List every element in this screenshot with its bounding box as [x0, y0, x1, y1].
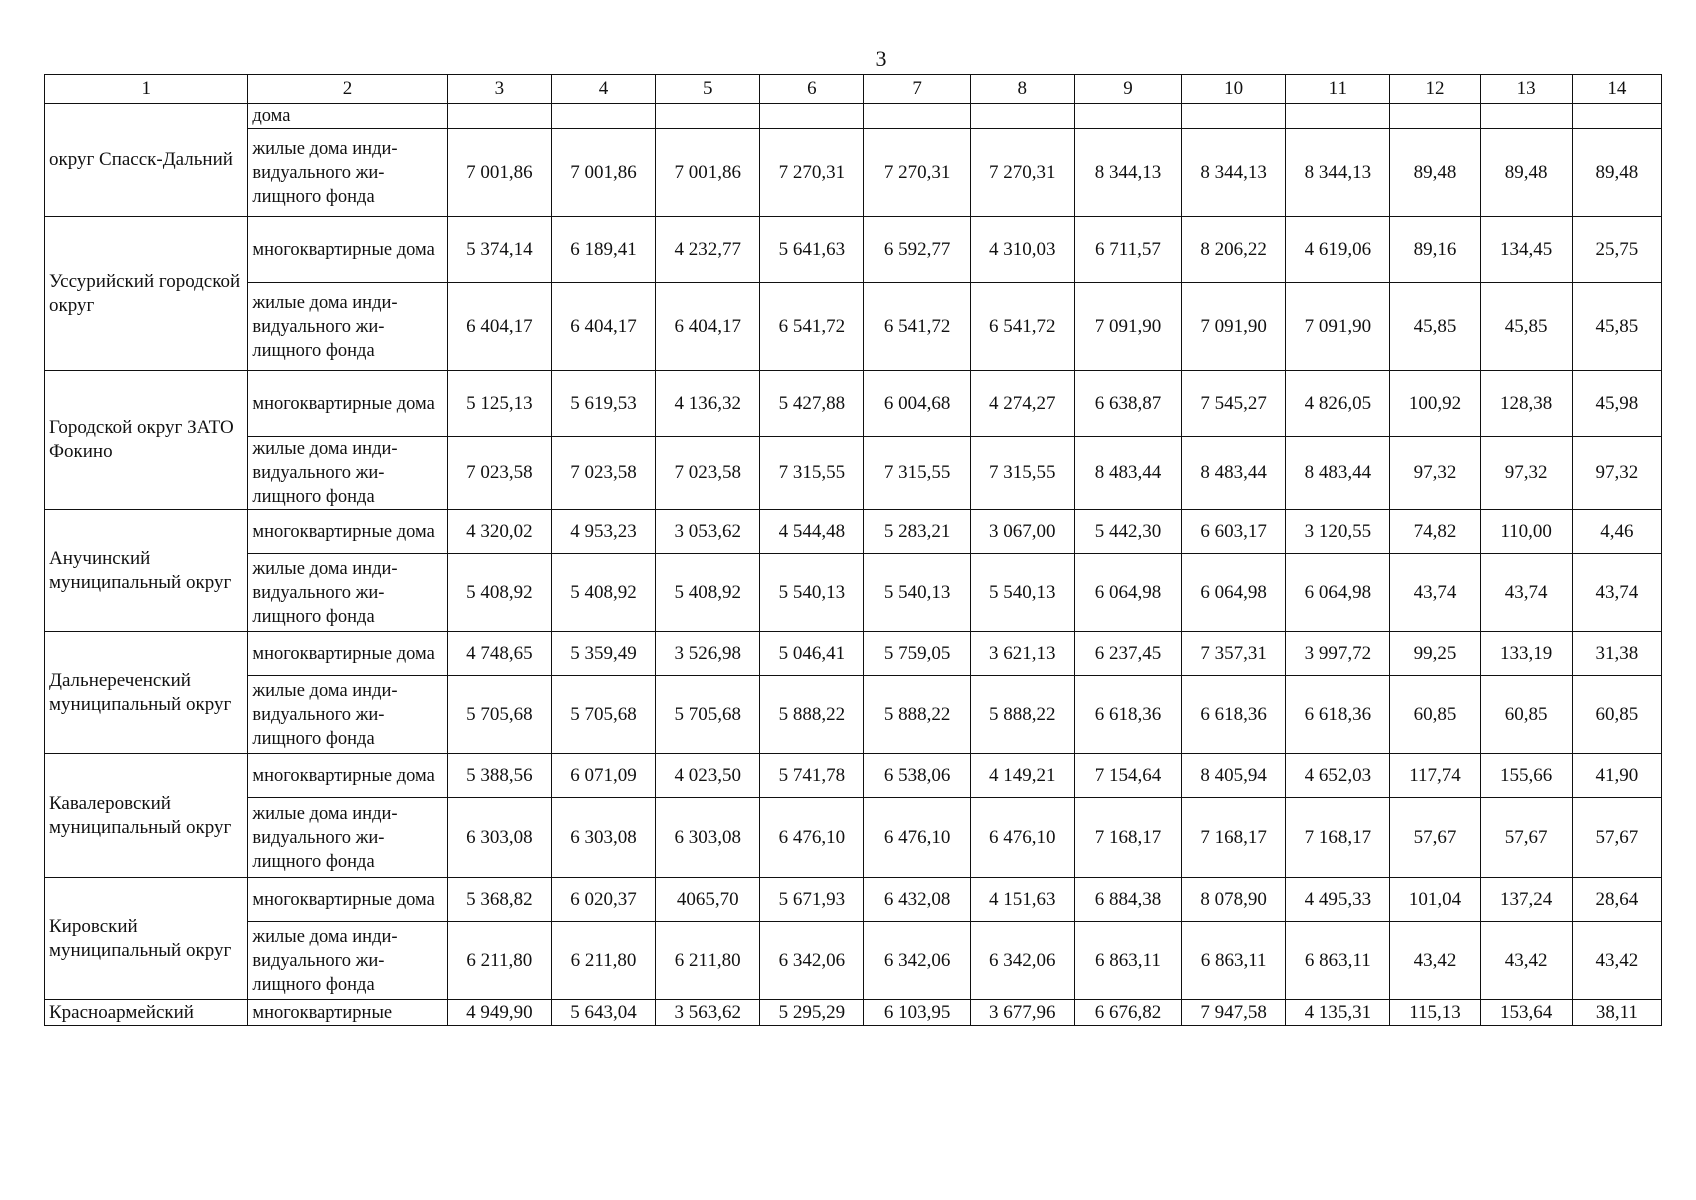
value-cell: 133,19 — [1480, 632, 1572, 676]
value-cell: 41,90 — [1572, 754, 1661, 798]
value-cell: 7 001,86 — [447, 129, 551, 217]
housing-type-cell: жилые дома инди-видуального жи-лищного фонда — [248, 676, 447, 754]
value-cell: 7 023,58 — [551, 437, 655, 510]
value-cell — [1182, 104, 1286, 129]
value-cell: 137,24 — [1480, 878, 1572, 922]
housing-type-cell: жилые дома инди-видуального жи-лищного фонда — [248, 283, 447, 371]
value-cell: 57,67 — [1480, 798, 1572, 878]
value-cell: 57,67 — [1572, 798, 1661, 878]
value-cell: 5 540,13 — [970, 554, 1074, 632]
value-cell: 100,92 — [1390, 371, 1480, 437]
value-cell: 6 476,10 — [760, 798, 864, 878]
value-cell: 7 357,31 — [1182, 632, 1286, 676]
value-cell: 7 270,31 — [864, 129, 970, 217]
value-cell: 5 442,30 — [1074, 510, 1181, 554]
value-cell: 3 563,62 — [656, 1000, 760, 1026]
table-row — [45, 510, 1662, 554]
value-cell: 5 540,13 — [760, 554, 864, 632]
value-cell: 60,85 — [1572, 676, 1661, 754]
value-cell — [447, 104, 551, 129]
column-header: 12 — [1390, 75, 1480, 104]
value-cell: 5 888,22 — [760, 676, 864, 754]
table-row — [45, 922, 1662, 1000]
table-row — [45, 437, 1662, 510]
value-cell: 31,38 — [1572, 632, 1661, 676]
value-cell: 110,00 — [1480, 510, 1572, 554]
page-number: 3 — [875, 46, 887, 71]
value-cell: 6 020,37 — [551, 878, 655, 922]
value-cell: 6 541,72 — [864, 283, 970, 371]
value-cell: 57,67 — [1390, 798, 1480, 878]
column-header: 1 — [45, 75, 248, 104]
value-cell: 7 091,90 — [1074, 283, 1181, 371]
value-cell: 153,64 — [1480, 1000, 1572, 1026]
tariff-table — [44, 74, 1662, 1026]
value-cell: 99,25 — [1390, 632, 1480, 676]
value-cell: 7 545,27 — [1182, 371, 1286, 437]
value-cell — [1286, 104, 1390, 129]
value-cell: 6 303,08 — [551, 798, 655, 878]
value-cell: 6 863,11 — [1182, 922, 1286, 1000]
table-row — [45, 554, 1662, 632]
value-cell: 28,64 — [1572, 878, 1661, 922]
value-cell: 8 206,22 — [1182, 217, 1286, 283]
value-cell: 43,42 — [1572, 922, 1661, 1000]
column-header: 6 — [760, 75, 864, 104]
value-cell: 6 432,08 — [864, 878, 970, 922]
value-cell: 6 211,80 — [551, 922, 655, 1000]
value-cell: 5 540,13 — [864, 554, 970, 632]
column-header: 8 — [970, 75, 1074, 104]
value-cell: 128,38 — [1480, 371, 1572, 437]
value-cell: 5 408,92 — [656, 554, 760, 632]
housing-type-cell: многоквартирные дома — [248, 878, 447, 922]
value-cell: 5 705,68 — [447, 676, 551, 754]
district-cell: округ Спасск-Дальний — [45, 104, 248, 217]
value-cell: 6 711,57 — [1074, 217, 1181, 283]
value-cell: 60,85 — [1390, 676, 1480, 754]
value-cell: 45,85 — [1390, 283, 1480, 371]
value-cell: 5 359,49 — [551, 632, 655, 676]
value-cell: 38,11 — [1572, 1000, 1661, 1026]
value-cell: 5 283,21 — [864, 510, 970, 554]
value-cell: 6 863,11 — [1286, 922, 1390, 1000]
value-cell: 134,45 — [1480, 217, 1572, 283]
column-header: 3 — [447, 75, 551, 104]
value-cell: 6 064,98 — [1182, 554, 1286, 632]
column-header: 5 — [656, 75, 760, 104]
value-cell: 155,66 — [1480, 754, 1572, 798]
value-cell: 6 303,08 — [656, 798, 760, 878]
table-row — [45, 129, 1662, 217]
value-cell: 43,74 — [1480, 554, 1572, 632]
value-cell: 4 135,31 — [1286, 1000, 1390, 1026]
column-header: 14 — [1572, 75, 1661, 104]
value-cell: 6 303,08 — [447, 798, 551, 878]
value-cell: 89,16 — [1390, 217, 1480, 283]
value-cell: 5 888,22 — [970, 676, 1074, 754]
value-cell: 5 759,05 — [864, 632, 970, 676]
value-cell: 4 826,05 — [1286, 371, 1390, 437]
value-cell — [1074, 104, 1181, 129]
value-cell: 5 374,14 — [447, 217, 551, 283]
value-cell: 43,74 — [1390, 554, 1480, 632]
table-row — [45, 676, 1662, 754]
value-cell: 6 342,06 — [760, 922, 864, 1000]
value-cell: 89,48 — [1572, 129, 1661, 217]
value-cell: 4 748,65 — [447, 632, 551, 676]
district-cell: Кировский муниципальный округ — [45, 878, 248, 1000]
value-cell: 6 592,77 — [864, 217, 970, 283]
value-cell: 5 408,92 — [551, 554, 655, 632]
value-cell: 7 023,58 — [447, 437, 551, 510]
value-cell: 97,32 — [1390, 437, 1480, 510]
column-header: 4 — [551, 75, 655, 104]
housing-type-cell: жилые дома инди-видуального жи-лищного фонда — [248, 129, 447, 217]
value-cell: 97,32 — [1480, 437, 1572, 510]
value-cell: 25,75 — [1572, 217, 1661, 283]
value-cell: 4 544,48 — [760, 510, 864, 554]
value-cell: 7 001,86 — [551, 129, 655, 217]
table-row — [45, 283, 1662, 371]
value-cell: 4 274,27 — [970, 371, 1074, 437]
value-cell: 8 405,94 — [1182, 754, 1286, 798]
value-cell: 6 538,06 — [864, 754, 970, 798]
value-cell: 4 320,02 — [447, 510, 551, 554]
value-cell: 6 004,68 — [864, 371, 970, 437]
value-cell: 6 476,10 — [864, 798, 970, 878]
value-cell — [1480, 104, 1572, 129]
value-cell: 3 120,55 — [1286, 510, 1390, 554]
value-cell: 4 949,90 — [447, 1000, 551, 1026]
value-cell: 8 078,90 — [1182, 878, 1286, 922]
value-cell: 7 270,31 — [760, 129, 864, 217]
value-cell: 8 483,44 — [1286, 437, 1390, 510]
value-cell: 101,04 — [1390, 878, 1480, 922]
value-cell: 6 863,11 — [1074, 922, 1181, 1000]
value-cell: 7 091,90 — [1182, 283, 1286, 371]
value-cell: 6 618,36 — [1074, 676, 1181, 754]
value-cell: 5 888,22 — [864, 676, 970, 754]
column-header: 13 — [1480, 75, 1572, 104]
value-cell: 43,74 — [1572, 554, 1661, 632]
value-cell: 5 408,92 — [447, 554, 551, 632]
value-cell: 4 149,21 — [970, 754, 1074, 798]
value-cell: 5 741,78 — [760, 754, 864, 798]
value-cell: 6 404,17 — [656, 283, 760, 371]
housing-type-cell: жилые дома инди-видуального жи-лищного фонда — [248, 922, 447, 1000]
district-cell: Уссурийский городской округ — [45, 217, 248, 371]
value-cell: 7 168,17 — [1182, 798, 1286, 878]
value-cell — [551, 104, 655, 129]
table-row — [45, 878, 1662, 922]
value-cell: 89,48 — [1480, 129, 1572, 217]
value-cell: 7 270,31 — [970, 129, 1074, 217]
value-cell: 117,74 — [1390, 754, 1480, 798]
value-cell: 3 997,72 — [1286, 632, 1390, 676]
value-cell — [970, 104, 1074, 129]
district-cell: Дальнереченский муниципальный округ — [45, 632, 248, 754]
housing-type-cell: жилые дома инди-видуального жи-лищного фонда — [248, 798, 447, 878]
value-cell: 97,32 — [1572, 437, 1661, 510]
housing-type-cell: жилые дома инди-видуального жи-лищного фонда — [248, 554, 447, 632]
housing-type-cell: многоквартирные дома — [248, 632, 447, 676]
value-cell: 6 676,82 — [1074, 1000, 1181, 1026]
value-cell: 45,98 — [1572, 371, 1661, 437]
value-cell: 6 404,17 — [447, 283, 551, 371]
value-cell: 6 342,06 — [864, 922, 970, 1000]
value-cell: 5 295,29 — [760, 1000, 864, 1026]
value-cell — [1572, 104, 1661, 129]
value-cell: 43,42 — [1480, 922, 1572, 1000]
value-cell: 5 427,88 — [760, 371, 864, 437]
value-cell: 6 618,36 — [1182, 676, 1286, 754]
column-header: 10 — [1182, 75, 1286, 104]
value-cell: 3 677,96 — [970, 1000, 1074, 1026]
housing-type-cell: многоквартирные — [248, 1000, 447, 1026]
value-cell — [864, 104, 970, 129]
value-cell: 7 023,58 — [656, 437, 760, 510]
table-row — [45, 632, 1662, 676]
value-cell: 6 342,06 — [970, 922, 1074, 1000]
district-cell: Анучинский муниципальный округ — [45, 510, 248, 632]
housing-type-cell: многоквартирные дома — [248, 217, 447, 283]
value-cell: 7 091,90 — [1286, 283, 1390, 371]
value-cell: 5 046,41 — [760, 632, 864, 676]
value-cell: 8 344,13 — [1182, 129, 1286, 217]
header-row — [45, 75, 1662, 104]
value-cell: 7 315,55 — [970, 437, 1074, 510]
housing-type-cell: многоквартирные дома — [248, 754, 447, 798]
value-cell: 3 621,13 — [970, 632, 1074, 676]
value-cell: 4 495,33 — [1286, 878, 1390, 922]
value-cell: 5 125,13 — [447, 371, 551, 437]
value-cell: 89,48 — [1390, 129, 1480, 217]
table-row — [45, 1000, 1662, 1026]
table-row — [45, 754, 1662, 798]
value-cell: 8 344,13 — [1286, 129, 1390, 217]
value-cell: 6 211,80 — [656, 922, 760, 1000]
value-cell: 7 168,17 — [1074, 798, 1181, 878]
value-cell: 6 404,17 — [551, 283, 655, 371]
value-cell: 6 476,10 — [970, 798, 1074, 878]
value-cell: 6 541,72 — [970, 283, 1074, 371]
value-cell: 4 652,03 — [1286, 754, 1390, 798]
value-cell: 74,82 — [1390, 510, 1480, 554]
value-cell: 7 947,58 — [1182, 1000, 1286, 1026]
table-row — [45, 104, 1662, 129]
value-cell — [760, 104, 864, 129]
value-cell: 115,13 — [1390, 1000, 1480, 1026]
value-cell: 6 618,36 — [1286, 676, 1390, 754]
value-cell: 4 151,63 — [970, 878, 1074, 922]
value-cell: 6 064,98 — [1286, 554, 1390, 632]
value-cell: 4 023,50 — [656, 754, 760, 798]
housing-type-cell: многоквартирные дома — [248, 510, 447, 554]
value-cell: 8 483,44 — [1182, 437, 1286, 510]
value-cell: 4065,70 — [656, 878, 760, 922]
column-header: 11 — [1286, 75, 1390, 104]
table-row — [45, 217, 1662, 283]
value-cell: 6 638,87 — [1074, 371, 1181, 437]
value-cell: 60,85 — [1480, 676, 1572, 754]
column-header: 7 — [864, 75, 970, 104]
value-cell: 4 232,77 — [656, 217, 760, 283]
district-cell: Кавалеровский муниципальный округ — [45, 754, 248, 878]
value-cell: 6 189,41 — [551, 217, 655, 283]
value-cell: 7 168,17 — [1286, 798, 1390, 878]
district-cell: Красноармейский — [45, 1000, 248, 1026]
value-cell: 4 953,23 — [551, 510, 655, 554]
table-row — [45, 371, 1662, 437]
value-cell: 4 310,03 — [970, 217, 1074, 283]
value-cell: 7 154,64 — [1074, 754, 1181, 798]
district-cell: Городской округ ЗАТО Фокино — [45, 371, 248, 510]
table-body — [45, 104, 1662, 1026]
value-cell — [656, 104, 760, 129]
value-cell: 7 315,55 — [760, 437, 864, 510]
value-cell: 5 619,53 — [551, 371, 655, 437]
value-cell: 5 671,93 — [760, 878, 864, 922]
value-cell: 6 064,98 — [1074, 554, 1181, 632]
value-cell: 6 603,17 — [1182, 510, 1286, 554]
value-cell: 5 705,68 — [656, 676, 760, 754]
value-cell: 6 541,72 — [760, 283, 864, 371]
value-cell: 6 884,38 — [1074, 878, 1181, 922]
value-cell — [1390, 104, 1480, 129]
value-cell: 8 483,44 — [1074, 437, 1181, 510]
value-cell: 6 211,80 — [447, 922, 551, 1000]
value-cell: 6 237,45 — [1074, 632, 1181, 676]
value-cell: 7 315,55 — [864, 437, 970, 510]
value-cell: 45,85 — [1480, 283, 1572, 371]
column-header: 9 — [1074, 75, 1181, 104]
housing-type-cell: жилые дома инди-видуального жи-лищного фонда — [248, 437, 447, 510]
value-cell: 43,42 — [1390, 922, 1480, 1000]
housing-type-cell: многоквартирные дома — [248, 371, 447, 437]
value-cell: 3 053,62 — [656, 510, 760, 554]
value-cell: 5 368,82 — [447, 878, 551, 922]
column-header: 2 — [248, 75, 447, 104]
value-cell: 4 136,32 — [656, 371, 760, 437]
value-cell: 4,46 — [1572, 510, 1661, 554]
value-cell: 8 344,13 — [1074, 129, 1181, 217]
value-cell: 5 388,56 — [447, 754, 551, 798]
value-cell: 3 067,00 — [970, 510, 1074, 554]
value-cell: 3 526,98 — [656, 632, 760, 676]
value-cell: 5 641,63 — [760, 217, 864, 283]
table-row — [45, 798, 1662, 878]
value-cell: 4 619,06 — [1286, 217, 1390, 283]
value-cell: 7 001,86 — [656, 129, 760, 217]
value-cell: 5 643,04 — [551, 1000, 655, 1026]
housing-type-cell: дома — [248, 104, 447, 129]
value-cell: 5 705,68 — [551, 676, 655, 754]
value-cell: 6 103,95 — [864, 1000, 970, 1026]
value-cell: 45,85 — [1572, 283, 1661, 371]
value-cell: 6 071,09 — [551, 754, 655, 798]
